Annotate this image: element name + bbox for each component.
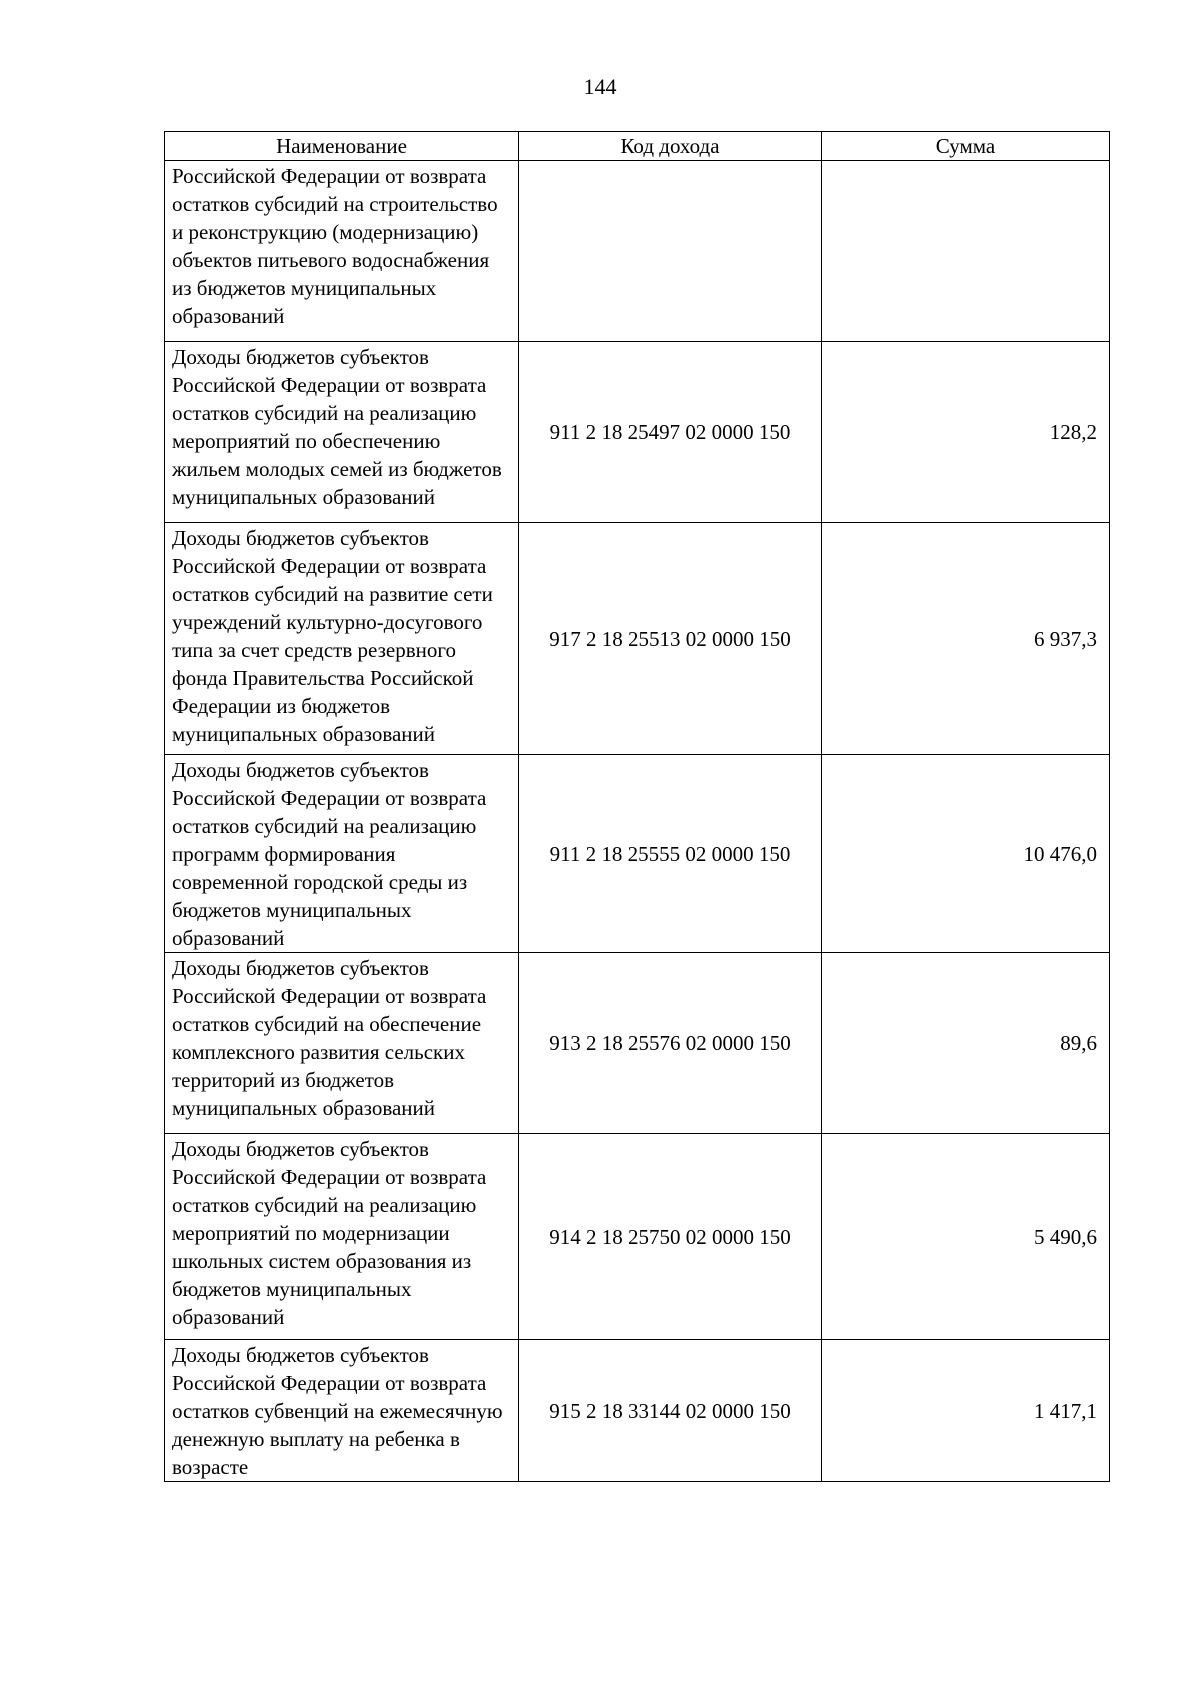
row-code: 911 2 18 25497 02 0000 150 (519, 342, 822, 523)
row-code (519, 161, 822, 342)
header-sum: Сумма (822, 132, 1110, 161)
row-sum: 89,6 (822, 953, 1110, 1134)
row-sum: 6 937,3 (822, 523, 1110, 755)
row-sum: 10 476,0 (822, 755, 1110, 953)
row-name: Доходы бюджетов субъектов Российской Федерации от возврата остатков субсидий на реализацию программ формирования современной городской среды из бюджетов муниципальных образований (165, 755, 519, 953)
row-name: Доходы бюджетов субъектов Российской Федерации от возврата остатков субсидий на обеспечение комплексного развития сельских территорий из бюджетов муниципальных образований (165, 953, 519, 1134)
row-code: 914 2 18 25750 02 0000 150 (519, 1134, 822, 1340)
table-row (165, 953, 1110, 1134)
row-name: Доходы бюджетов субъектов Российской Федерации от возврата остатков субсидий на реализацию мероприятий по модернизации школьных систем образования из бюджетов муниципальных образований (165, 1134, 519, 1340)
row-sum: 1 417,1 (822, 1340, 1110, 1482)
row-code: 915 2 18 33144 02 0000 150 (519, 1340, 822, 1482)
row-sum (822, 161, 1110, 342)
table-row (165, 342, 1110, 523)
revenue-table (164, 131, 1110, 1482)
table-row (165, 755, 1110, 953)
row-sum: 128,2 (822, 342, 1110, 523)
row-sum: 5 490,6 (822, 1134, 1110, 1340)
page-number: 144 (583, 74, 617, 99)
row-code: 917 2 18 25513 02 0000 150 (519, 523, 822, 755)
row-name: Доходы бюджетов субъектов Российской Федерации от возврата остатков субсидий на развитие сети учреждений культурно-досугового типа за счет средств резервного фонда Правительства Российской Федерации из бюджетов муниципальных образований (165, 523, 519, 755)
header-name: Наименование (165, 132, 519, 161)
table-row (165, 161, 1110, 342)
row-name: Доходы бюджетов субъектов Российской Федерации от возврата остатков субвенций на ежемесячную денежную выплату на ребенка в возрасте (165, 1340, 519, 1482)
table-row (165, 1134, 1110, 1340)
row-name: Доходы бюджетов субъектов Российской Федерации от возврата остатков субсидий на реализацию мероприятий по обеспечению жильем молодых семей из бюджетов муниципальных образований (165, 342, 519, 523)
table-header-row (165, 132, 1110, 161)
row-code: 911 2 18 25555 02 0000 150 (519, 755, 822, 953)
row-code: 913 2 18 25576 02 0000 150 (519, 953, 822, 1134)
header-code: Код дохода (519, 132, 822, 161)
row-name: Российской Федерации от возврата остатков субсидий на строительство и реконструкцию (модернизацию) объектов питьевого водоснабжения из бюджетов муниципальных образований (165, 161, 519, 342)
table-row (165, 523, 1110, 755)
table-row (165, 1340, 1110, 1482)
